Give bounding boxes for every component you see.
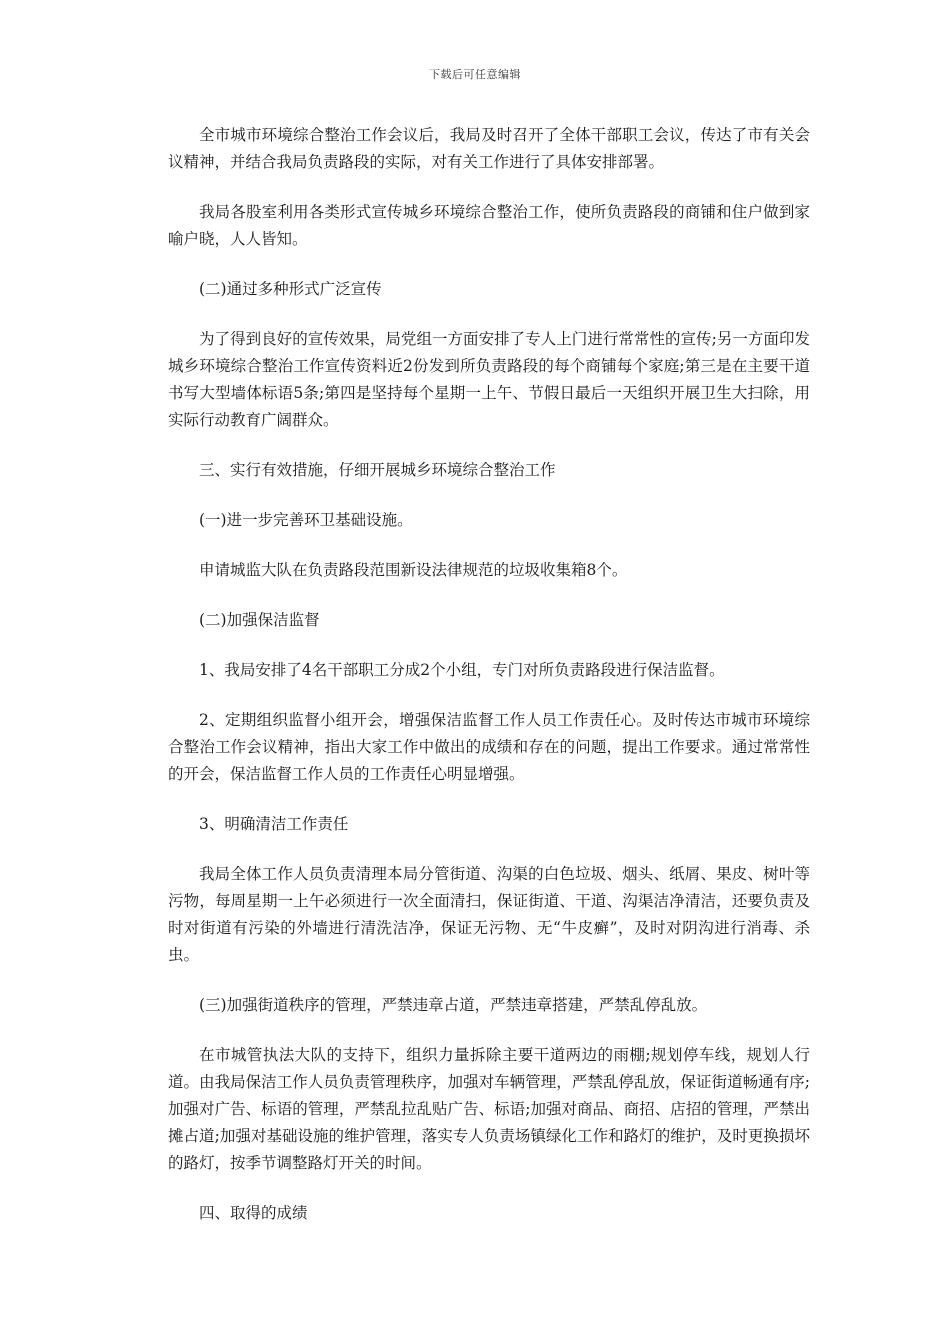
section-heading: 四、取得的成绩 <box>199 1204 308 1222</box>
paragraph: 我局全体工作人员负责清理本局分管街道、沟渠的白色垃圾、烟头、纸屑、果皮、树叶等污物，每周星期一上午必须进行一次全面清扫，保证街道、干道、沟渠洁净清洁，还要负责及时对街道有污染的外墙进行清洗洁净，保证无污物、无“牛皮癣”，及时对阴沟进行消毒、杀虫。 <box>168 865 810 964</box>
section-heading: 三、实行有效措施，仔细开展城乡环境综合整治工作 <box>199 461 556 479</box>
paragraph: 2、定期组织监督小组开会，增强保洁监督工作人员工作责任心。及时传达市城市环境综合整治工作会议精神，指出大家工作中做出的成绩和存在的问题，提出工作要求。通过常常性的开会，保洁监督工作人员的工作责任心明显增强。 <box>168 711 810 783</box>
paragraph: 1、我局安排了4名干部职工分成2个小组，专门对所负责路段进行保洁监督。 <box>199 661 725 679</box>
section-heading: (一)进一步完善环卫基础设施。 <box>199 511 413 529</box>
section-heading: (三)加强街道秩序的管理，严禁违章占道，严禁违章搭建，严禁乱停乱放。 <box>199 996 708 1014</box>
section-heading: (二)加强保洁监督 <box>199 611 320 629</box>
paragraph: 全市城市环境综合整治工作会议后，我局及时召开了全体干部职工会议，传达了市有关会议精神，并结合我局负责路段的实际，对有关工作进行了具体安排部署。 <box>168 126 810 171</box>
paragraph: 为了得到良好的宣传效果，局党组一方面安排了专人上门进行常常性的宣传;另一方面印发城乡环境综合整治工作宣传资料近2份发到所负责路段的每个商铺每个家庭;第三是在主要干道书写大型墙体标语5条;第四是坚持每个星期一上午、节假日最后一天组织开展卫生大扫除，用实际行动教育广阔群众。 <box>168 330 810 429</box>
document-body <box>168 122 810 1250</box>
paragraph: 我局各股室利用各类形式宣传城乡环境综合整治工作，使所负责路段的商铺和住户做到家喻户晓，人人皆知。 <box>168 203 810 248</box>
paragraph: 在市城管执法大队的支持下，组织力量拆除主要干道两边的雨棚;规划停车线，规划人行道。由我局保洁工作人员负责管理秩序，加强对车辆管理，严禁乱停乱放，保证街道畅通有序;加强对广告、标语的管理，严禁乱拉乱贴广告、标语;加强对商品、商招、店招的管理，严禁出摊占道;加强对基础设施的维护管理，落实专人负责场镇绿化工作和路灯的维护，及时更换损坏的路灯，按季节调整路灯开关的时间。 <box>168 1046 810 1172</box>
section-heading: (二)通过多种形式广泛宣传 <box>199 280 382 298</box>
paragraph: 申请城监大队在负责路段范围新设法律规范的垃圾收集箱8个。 <box>199 561 628 579</box>
page-header: 下载后可任意编辑 <box>429 68 521 81</box>
section-heading: 3、明确清洁工作责任 <box>199 815 349 833</box>
